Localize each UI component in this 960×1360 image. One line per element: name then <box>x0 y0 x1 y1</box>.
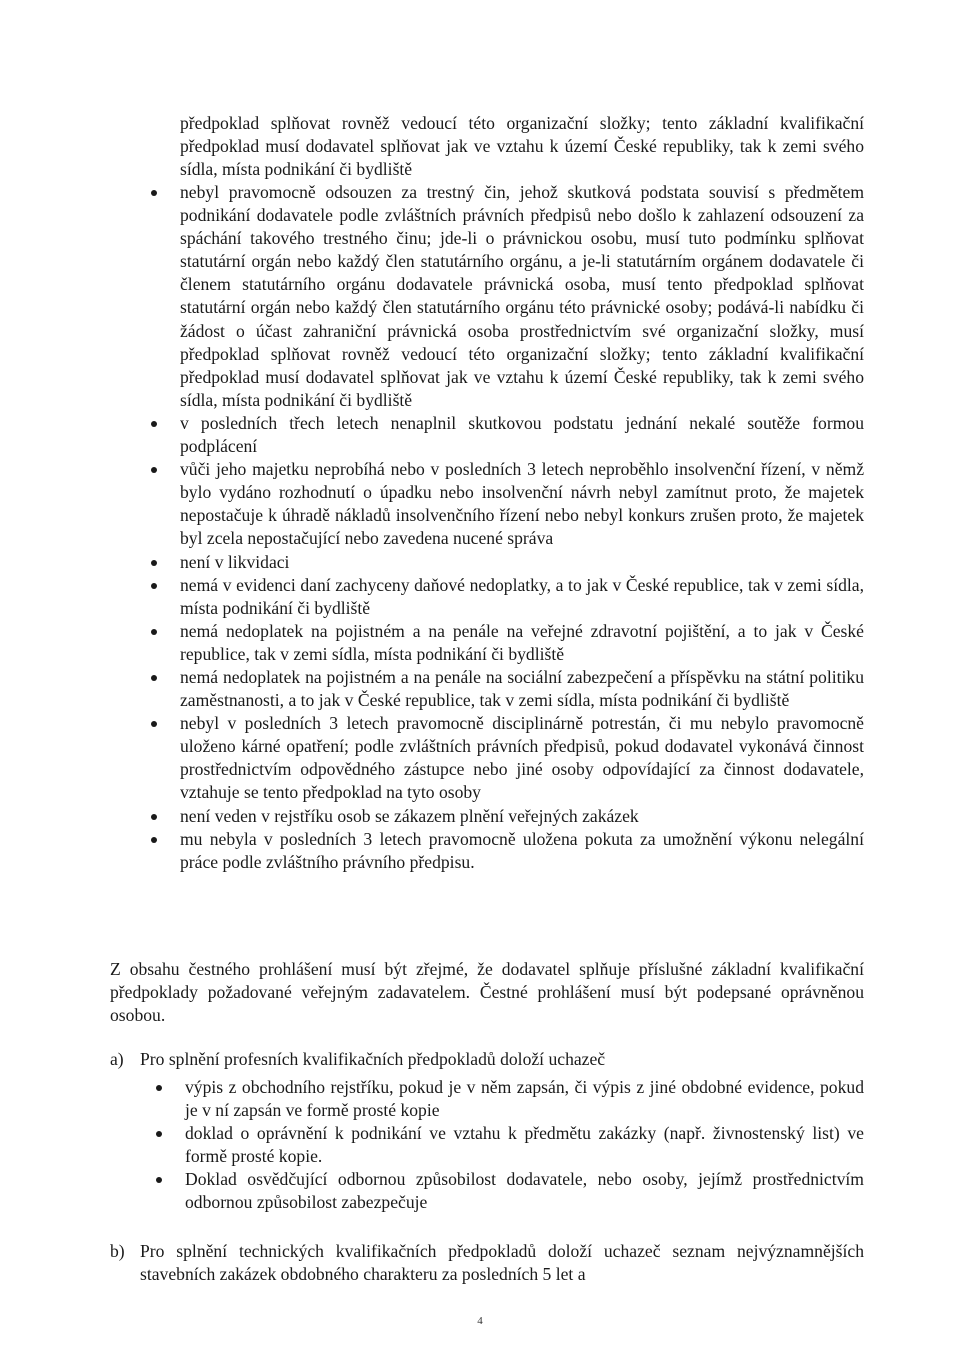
list-item: Doklad osvědčující odbornou způsobilost dodavatele, nebo osoby, jejímž prostřednictvím odbornou způsobilost zabezpečuje <box>185 1168 864 1214</box>
list-item: v posledních třech letech nenaplnil skutkovou podstatu jednání nekalé soutěže formou podplácení <box>180 412 864 458</box>
bullet-icon <box>151 583 157 589</box>
list-item: vůči jeho majetku neprobíhá nebo v posledních 3 letech neproběhlo insolvenční řízení, v němž bylo vydáno rozhodnutí o úpadku nebo insolvenční návrh nebyl zamítnut proto, že majetek nepostačuje k úhradě nákladů insolvenčního řízení nebo nebyl konkurs zrušen proto, že majetek byl zcela nepostačující nebo zavedena nucené správa <box>180 458 864 550</box>
intro-continuation-paragraph: předpoklad splňovat rovněž vedoucí této organizační složky; tento základní kvalifikační předpoklad musí dodavatel splňovat jak ve vztahu k území České republiky, tak k zemi svého sídla, místa podnikání či bydliště <box>180 113 864 180</box>
bullet-icon <box>156 1177 162 1183</box>
bullet-icon <box>151 814 157 820</box>
list-item: výpis z obchodního rejstříku, pokud je v něm zapsán, či výpis z jiné obdobné evidence, pokud je v ní zapsán ve formě prosté kopie <box>185 1076 864 1122</box>
list-item: nemá v evidenci daní zachyceny daňové nedoplatky, a to jak v České republice, tak v zemi sídla, místa podnikání či bydliště <box>180 574 864 620</box>
page-number: 4 <box>477 1315 483 1327</box>
bullet-icon <box>151 721 157 727</box>
bullet-icon <box>151 837 157 843</box>
section-a-heading: Pro splnění profesních kvalifikačních předpokladů doloží uchazeč <box>140 1049 606 1069</box>
list-item: nebyl v posledních 3 letech pravomocně disciplinárně potrestán, či mu nebylo pravomocně uloženo kárné opatření; podle zvláštních právních předpisů, pokud dodavatel vykonává činnost prostřednictvím odpovědného zástupce nebo jiné osoby odpovídající za činnost dodavatele, vztahuje se tento předpoklad na tyto osoby <box>180 712 864 804</box>
section-a-label: a) <box>110 1049 124 1069</box>
list-item: není v likvidaci <box>180 551 864 574</box>
list-item: nebyl pravomocně odsouzen za trestný čin, jehož skutková podstata souvisí s předmětem podnikání dodavatele podle zvláštních právních předpisů nebo došlo k zahlazení odsouzení za spáchání takového trestného činu; jde-li o právnickou osobu, musí tuto podmínku splňovat statutární orgán nebo každý člen statutárního orgánu, a je-li statutárním orgánem dodavatele či členem statutárního orgánu dodavatele právnická osoba, musí tento předpoklad splňovat statutární orgán nebo každý člen statutárního orgánu této právnické osoby; podává-li nabídku či žádost o účast zahraniční právnická osoba prostřednictvím své organizační složky, musí předpoklad splňovat rovněž vedoucí této organizační složky; tento základní kvalifikační předpoklad musí dodavatel splňovat jak ve vztahu k území České republiky, tak k zemi svého sídla, místa podnikání či bydliště <box>180 181 864 412</box>
section-b-paragraph: Pro splnění technických kvalifikačních předpokladů doloží uchazeč seznam nejvýznamnějších stavebních zakázek obdobného charakteru za posledních 5 let a <box>140 1241 864 1285</box>
list-item: doklad o oprávnění k podnikání ve vztahu k předmětu zakázky (např. živnostenský list) ve formě prosté kopie. <box>185 1122 864 1168</box>
list-item: není veden v rejstříku osob se zákazem plnění veřejných zakázek <box>180 805 864 828</box>
bullet-icon <box>151 421 157 427</box>
statement-paragraph: Z obsahu čestného prohlášení musí být zřejmé, že dodavatel splňuje příslušné základní kvalifikační předpoklady požadované veřejným zadavatelem. Čestné prohlášení musí být podepsané oprávněnou osobou. <box>110 959 864 1026</box>
bullet-icon <box>151 190 157 196</box>
bullet-icon <box>151 560 157 566</box>
list-item: mu nebyla v posledních 3 letech pravomocně uložena pokuta za umožnění výkonu nelegální práce podle zvláštního právního předpisu. <box>180 828 864 874</box>
bullet-icon <box>156 1085 162 1091</box>
bullet-icon <box>151 675 157 681</box>
list-item: nemá nedoplatek na pojistném a na penále na sociální zabezpečení a příspěvku na státní politiku zaměstnanosti, a to jak v České republice, tak v zemi sídla, místa podnikání či bydliště <box>180 666 864 712</box>
bullet-icon <box>151 629 157 635</box>
list-item: nemá nedoplatek na pojistném a na penále na veřejné zdravotní pojištění, a to jak v České republice, tak v zemi sídla, místa podnikání či bydliště <box>180 620 864 666</box>
bullet-icon <box>156 1131 162 1137</box>
bullet-icon <box>151 467 157 473</box>
qualification-requirements-list <box>180 181 864 874</box>
section-a-list <box>185 1076 864 1215</box>
section-b-label: b) <box>110 1241 125 1261</box>
